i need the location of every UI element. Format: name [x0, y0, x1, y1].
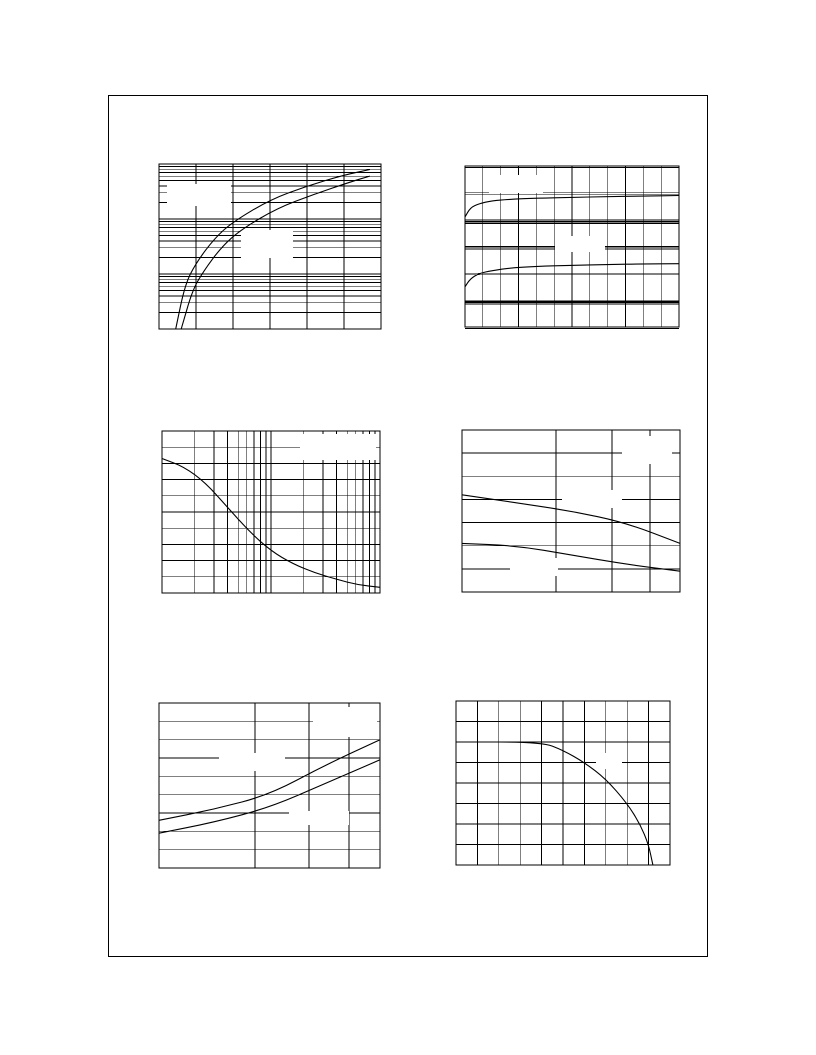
legend-box-1: [300, 434, 376, 460]
chart-2: [465, 166, 679, 327]
chart-6: [456, 701, 670, 865]
legend-box-1: [489, 175, 543, 193]
legend-box-1: [313, 707, 377, 737]
legend-box-2: [241, 230, 293, 258]
series-line-2: [462, 543, 680, 571]
legend-box-3: [289, 811, 349, 825]
chart-1: [159, 164, 381, 329]
legend-box-2: [555, 236, 605, 252]
legend-box-3: [510, 558, 558, 576]
legend-box-1: [596, 753, 622, 769]
legend-box-2: [562, 490, 622, 508]
chart-3: [162, 431, 380, 593]
legend-box-2: [219, 753, 285, 771]
series-line-1: [159, 740, 380, 821]
chart-5: [159, 703, 380, 868]
chart-4: [462, 430, 680, 592]
legend-box-1: [622, 436, 672, 464]
legend-box-1: [167, 184, 231, 206]
